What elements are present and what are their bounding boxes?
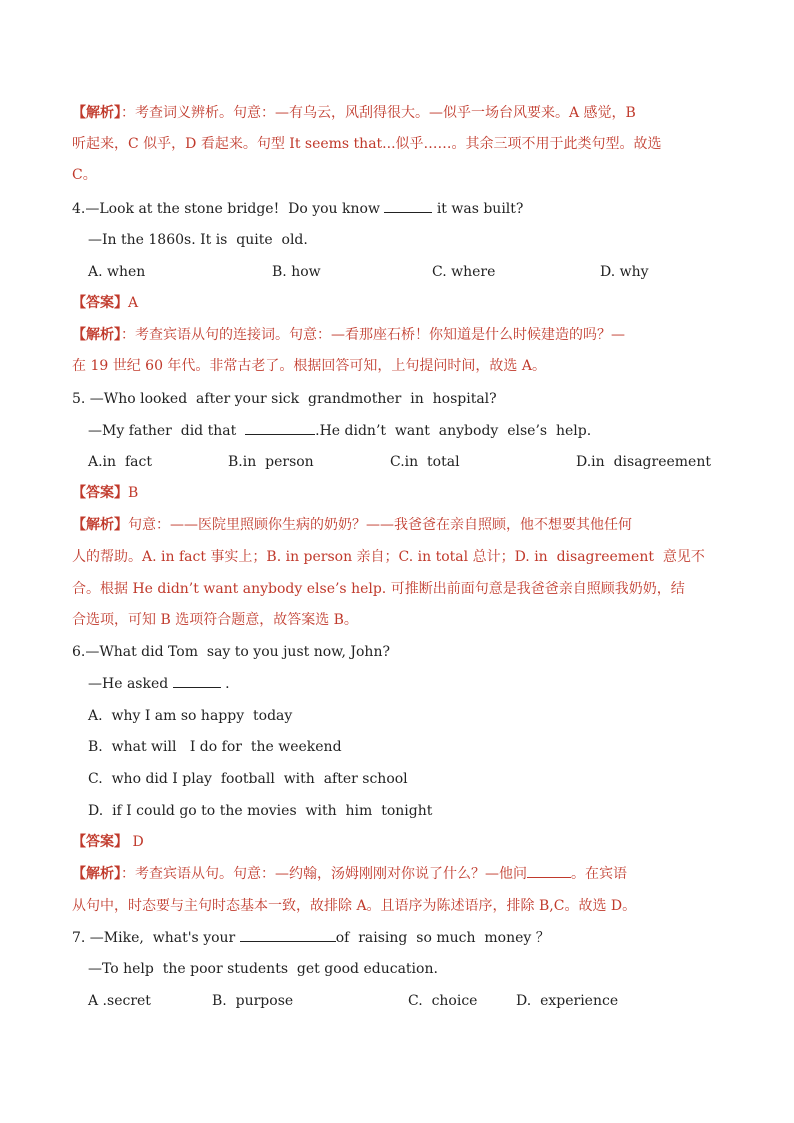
- q7-reply: —To help the poor students get good education.: [88, 961, 438, 977]
- q5-stem: 5. —Who looked after your sick grandmother in hospital?: [72, 391, 497, 407]
- q5-analysis-line-3: 合。根据 He didn’t want anybody else’s help. 可推断出前面句意是我爸爸亲自照顾我奶奶，结: [72, 581, 685, 597]
- q4-option-a: A. when: [88, 264, 146, 280]
- q4-reply: —In the 1860s. It is quite old.: [88, 232, 308, 248]
- q4-option-c: C. where: [432, 264, 496, 280]
- answer-blank: [245, 422, 315, 435]
- analysis-tag: 【解析】: [72, 105, 121, 121]
- q7-option-c: C. choice: [408, 993, 478, 1009]
- q6-option-d: D. if I could go to the movies with him tonight: [88, 803, 433, 819]
- q4-stem: 4.—Look at the stone bridge! Do you know it was built?: [72, 201, 524, 217]
- q7-option-b: B. purpose: [212, 993, 294, 1009]
- q5-option-a: A.in fact: [88, 454, 152, 470]
- q6-analysis-line-2: 从句中，时态要与主句时态基本一致，故排除 A。且语序为陈述语序，排除 B,C。故选 D。: [72, 898, 637, 914]
- q6-option-a: A. why I am so happy today: [88, 708, 293, 724]
- q5-analysis-line-4: 合选项，可知 B 选项符合题意，故答案选 B。: [72, 612, 358, 628]
- q6-stem: 6.—What did Tom say to you just now, John?: [72, 644, 390, 660]
- answer-blank: [240, 929, 336, 942]
- q4-option-d: D. why: [600, 264, 649, 280]
- answer-blank: [527, 865, 571, 878]
- q6-option-b: B. what will I do for the weekend: [88, 739, 342, 755]
- q6-option-c: C. who did I play football with after school: [88, 771, 408, 787]
- q5-option-b: B.in person: [228, 454, 314, 470]
- q5-analysis-line-1: 【解析】句意：——医院里照顾你生病的奶奶？——我爸爸在亲自照顾，他不想要其他任何: [72, 517, 632, 533]
- q6-analysis-line-1: 【解析】：考查宾语从句。句意：—约翰，汤姆刚刚对你说了什么？—他问 。在宾语: [72, 866, 627, 882]
- answer-blank: [173, 675, 221, 688]
- q7-stem: 7. —Mike, what's your of raising so much money ？: [72, 930, 550, 946]
- q5-reply: —My father did that .He didn’t want anybody else’s help.: [88, 423, 592, 439]
- q5-option-c: C.in total: [390, 454, 460, 470]
- q5-analysis-line-2: 人的帮助。A. in fact 事实上；B. in person 亲自；C. in total 总计；D. in disagreement 意见不: [72, 549, 705, 565]
- q4-option-b: B. how: [272, 264, 321, 280]
- q5-option-d: D.in disagreement: [576, 454, 711, 470]
- q7-option-d: D. experience: [516, 993, 619, 1009]
- q6-reply: —He asked .: [88, 676, 230, 692]
- q3-analysis-line-2: 听起来，C 似乎，D 看起来。句型 It seems that...似乎……。其余三项不用于此类句型。故选: [72, 136, 662, 152]
- q6-answer: 【答案】 D: [72, 834, 144, 850]
- answer-blank: [384, 200, 432, 213]
- q7-option-a: A .secret: [88, 993, 151, 1009]
- q4-analysis-line-1: 【解析】：考查宾语从句的连接词。句意：—看那座石桥！你知道是什么时候建造的吗？—: [72, 327, 625, 343]
- q4-answer: 【答案】A: [72, 295, 139, 311]
- q3-analysis-line-1: 【解析】：考查词义辨析。句意：—有乌云，风刮得很大。—似乎一场台风要来。A 感觉，B: [72, 105, 636, 121]
- q5-answer: 【答案】B: [72, 485, 139, 501]
- q3-analysis-line-3: C。: [72, 167, 97, 183]
- q4-analysis-line-2: 在 19 世纪 60 年代。非常古老了。根据回答可知，上句提问时间，故选 A。: [72, 358, 546, 374]
